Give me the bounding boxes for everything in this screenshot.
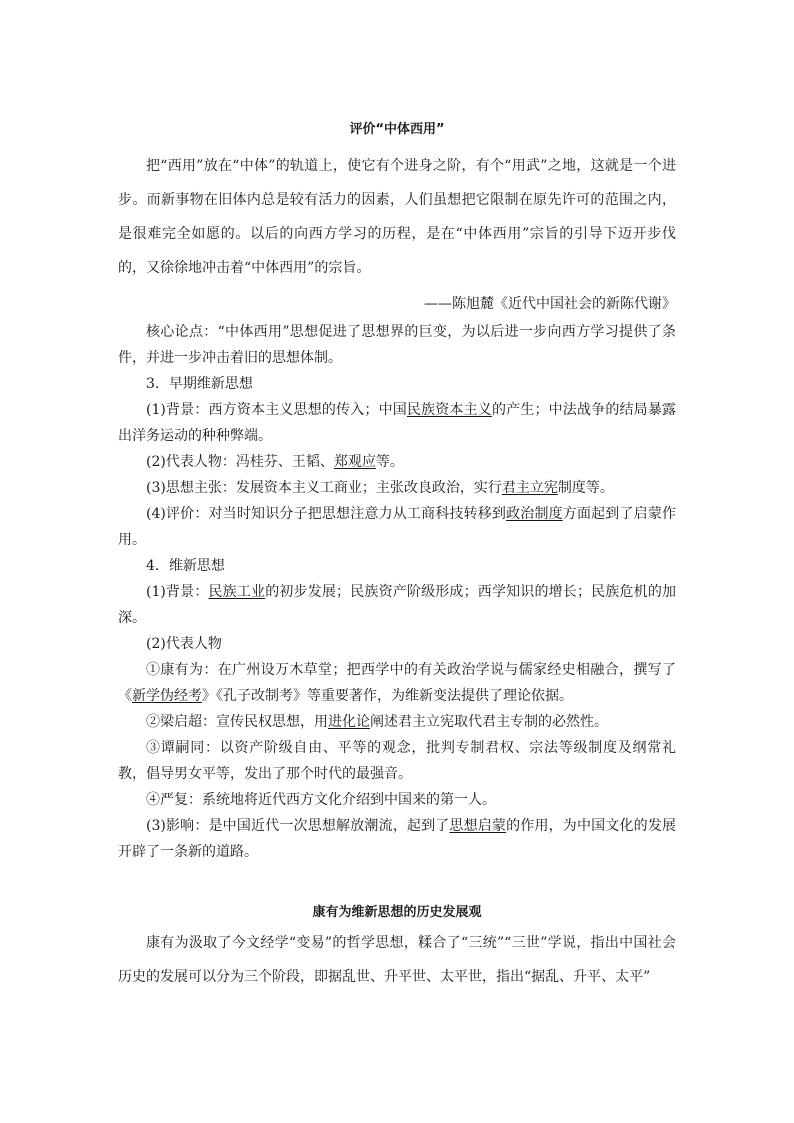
spacer <box>118 865 676 901</box>
box1-paragraph: 把“西用”放在“中体”的轨道上，使它有个进身之阶，有个“用武”之地，这就是一个进步。而新事物在旧体内总是较有活力的因素，人们虽想把它限制在原先许可的范围之内，是很难完全如愿的。以后的向西方学习的历程，是在“中体西用”宗旨的引导下迈开步伐的，又徐徐地冲击着“中体西用”的宗旨。 <box>118 158 676 276</box>
section3-evaluation <box>118 501 676 553</box>
text: (2)代表人物：冯桂芬、王韬、 <box>146 454 334 470</box>
underlined-term: 民族工业 <box>208 584 266 600</box>
text: ②梁启超：宣传民权思想，用 <box>146 714 328 730</box>
section3-heading: 3．早期维新思想 <box>146 376 253 392</box>
section4-background <box>118 579 676 631</box>
text: (3)思想主张：发展资本主义工商业；主张改良政治，实行 <box>146 480 502 496</box>
section3-background <box>118 397 676 449</box>
text: 》《孔子改制考》等重要著作，为维新变法提供了理论依据。 <box>202 688 573 704</box>
text: 等。 <box>375 454 404 470</box>
section4-heading: 4．维新思想 <box>146 558 225 574</box>
text: (4)评价：对当时知识分子把思想注意力从工商科技转移到 <box>146 506 507 522</box>
text: 制度等。 <box>557 480 614 496</box>
underlined-term: 民族资本主义 <box>406 402 492 418</box>
section4-figures-heading: (2)代表人物 <box>146 636 222 652</box>
section4-impact <box>118 813 676 865</box>
text: 的产生；中法战争的结局暴露出洋务运动的种种弊端。 <box>118 402 677 444</box>
text: 的作用，为中国文化的发展开辟了一条新的道路。 <box>118 818 676 860</box>
underlined-term: 郑观应 <box>333 454 376 470</box>
page-content <box>118 118 676 994</box>
text: (1)背景：西方资本主义思想的传入；中国 <box>146 402 407 418</box>
underlined-term: 政治制度 <box>506 506 563 522</box>
section4-kang <box>118 657 676 709</box>
text: (1)背景： <box>146 584 209 600</box>
text: 阐述君主立宪取代君主专制的必然性。 <box>370 714 608 730</box>
section4-liang <box>118 709 676 735</box>
box2-title: 康有为维新思想的历史发展观 <box>312 905 482 920</box>
box1-title: 评价“中体西用” <box>349 122 445 137</box>
underlined-term: 思想启蒙 <box>449 818 507 834</box>
text: (3)影响：是中国近代一次思想解放潮流，起到了 <box>146 818 450 834</box>
section3-claims <box>118 475 676 501</box>
underlined-term: 君主立宪 <box>501 480 558 496</box>
box2-paragraph: 康有为汲取了今文经学“变易”的哲学思想，糅合了“三统”“三世”学说，指出中国社会历史的发展可以分为三个阶段，即据乱世、升平世、太平世，指出“据乱、升平、太平” <box>118 935 676 985</box>
text: 的初步发展；民族资产阶级形成；西学知识的增长；民族危机的加深。 <box>118 584 676 626</box>
section3-figures <box>118 449 676 475</box>
underlined-term: 新学伪经考 <box>132 688 202 704</box>
core-argument: 核心论点：“中体西用”思想促进了思想界的巨变，为以后进一步向西方学习提供了条件，并进一步冲击着旧的思想体制。 <box>118 324 676 366</box>
text: 方面起到了启蒙作用。 <box>118 506 676 548</box>
section4-tan: ③谭嗣同：以资产阶级自由、平等的观念，批判专制君权、宗法等级制度及纲常礼教，倡导男女平等，发出了那个时代的最强音。 <box>118 740 676 782</box>
underlined-term: 进化论 <box>328 714 370 730</box>
section4-yan: ④严复：系统地将近代西方文化介绍到中国来的第一人。 <box>146 792 496 808</box>
box1-source: ——陈旭麓《近代中国社会的新陈代谢》 <box>424 296 676 312</box>
text: ①康有为：在广州设万木草堂；把西学中的有关政治学说与儒家经史相融合，撰写了《 <box>118 662 676 704</box>
